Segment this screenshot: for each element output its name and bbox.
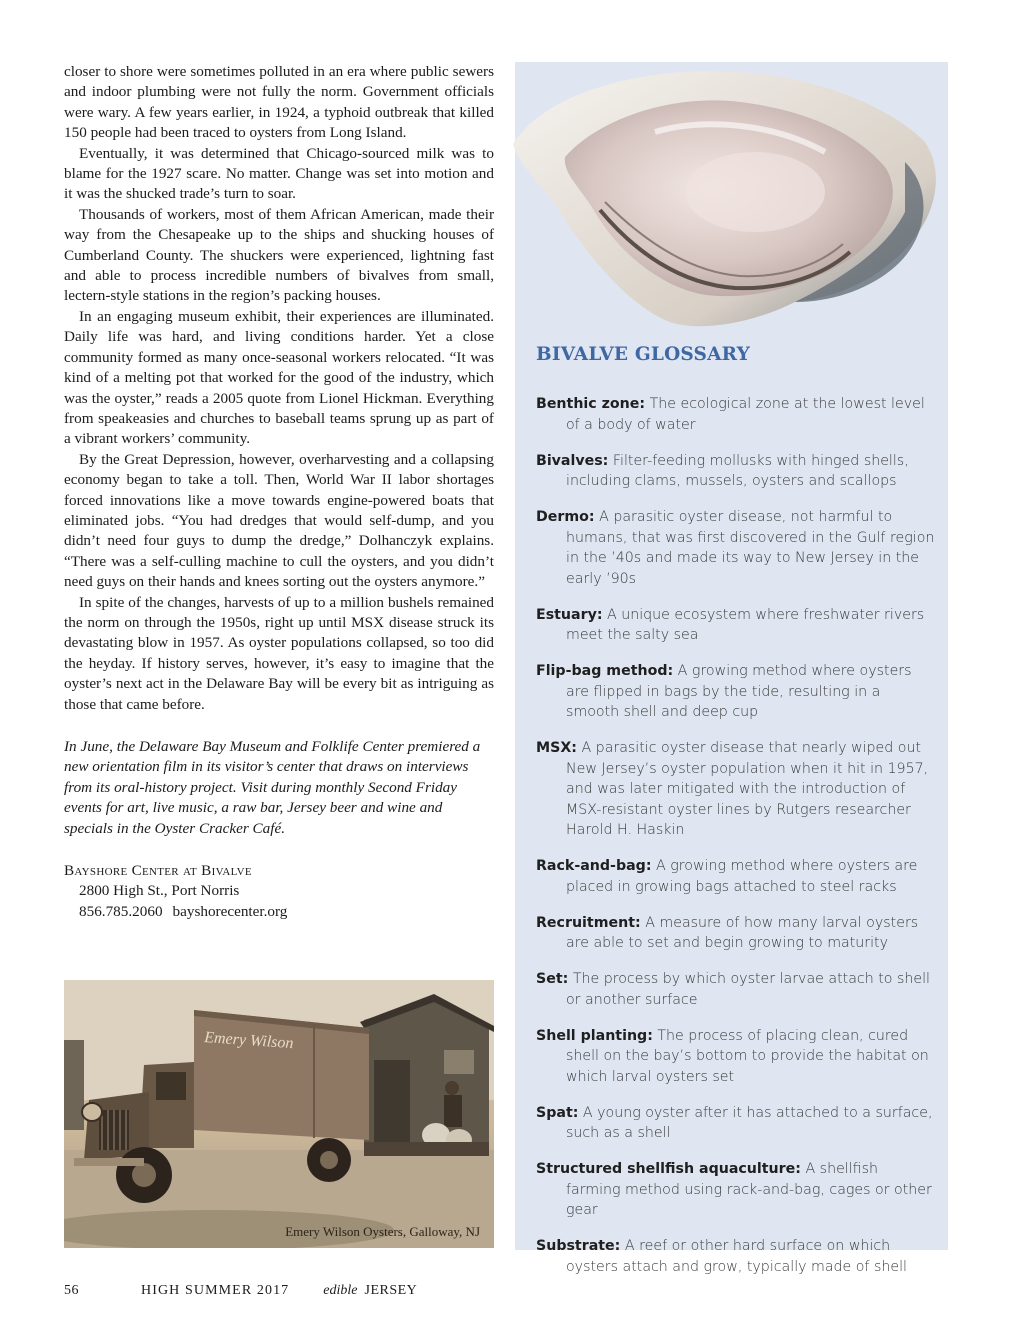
issue-label: HIGH SUMMER 2017 xyxy=(141,1283,290,1298)
truck-illustration xyxy=(64,980,494,1248)
glossary-term: Shell planting: xyxy=(536,1027,653,1044)
page-number: 56 xyxy=(64,1283,79,1298)
glossary-entry xyxy=(536,1159,936,1221)
glossary-entry xyxy=(536,1236,936,1277)
glossary-definition: A parasitic oyster disease, not harmful to humans, that was first discovered in the Gulf region in the ’40s and made its way to New Jersey in the early ’90s xyxy=(566,509,935,587)
page-footer xyxy=(64,1283,417,1299)
glossary-term: Dermo: xyxy=(536,509,595,525)
glossary-term: Flip-bag method: xyxy=(536,663,674,679)
glossary-term: Recruitment: xyxy=(536,914,641,931)
glossary-entry xyxy=(536,661,936,723)
article-paragraph: In spite of the changes, harvests of up to a million bushels remained the norm on through the 1950s, right up until MSX disease struck its devastating blow in 1957. As oyster populations collapsed, so too did the heyday. If history serves, however, it’s easy to imagine that the oyster’s next act in the Delaware Bay will be every bit as intriguing as those that came before. xyxy=(64,593,494,713)
glossary-term: Bivalves: xyxy=(536,452,609,469)
venue-phone: 856.785.2060 xyxy=(79,902,163,920)
article-paragraph: In an engaging museum exhibit, their experiences are illuminated. Daily life was hard, and living conditions harder. Yet a close community formed as many once-seasonal workers relocated. “It was kind of a melting pot that worked for the good of the industry, which was the oyster,” reads a 2005 quote from Lionel Hickman. Everything from speakeasies and churches to baseball teams sprung up as part of a vibrant workers’ community. xyxy=(64,307,494,448)
glossary-term: Rack-and-bag: xyxy=(536,858,652,874)
glossary-term: MSX: xyxy=(536,740,577,756)
glossary-definition: A parasitic oyster disease that nearly wiped out New Jersey’s oyster population when it hit in 1957, and was later mitigated with the introduction of MSX-resistant oyster lines by Rutgers researcher Harold H. Haskin xyxy=(566,740,929,838)
venue-website[interactable]: bayshorecenter.org xyxy=(172,902,288,920)
glossary-definition: A reef or other hard surface on which oysters attach and grow, typically made of shell xyxy=(566,1238,907,1275)
venue-info xyxy=(64,861,494,922)
publication-prefix: edible xyxy=(323,1283,358,1298)
glossary-title: BIVALVE GLOSSARY xyxy=(536,344,751,365)
glossary-term: Spat: xyxy=(536,1104,579,1121)
glossary-term: Benthic zone: xyxy=(536,396,646,412)
truck-sign: Emery Wilson xyxy=(203,1029,295,1053)
glossary-definition: The process by which oyster larvae attach to shell or another surface xyxy=(566,971,930,1008)
article-paragraph: By the Great Depression, however, overharvesting and a collapsing economy began to take a toll. Then, World War II labor shortages forced innovations like a move towards engine-powered boats that eliminated jobs. “You had dredges that would self-dump, and you didn’t need four guys to dump the dredge,” Dolhanczyk explains. “There was a self-culling machine to cull the oysters, and you didn’t need guys on their hands and knees sorting out the oysters anymore.” xyxy=(64,450,494,591)
photo-caption: Emery Wilson Oysters, Galloway, NJ xyxy=(285,1224,480,1239)
venue-name: Bayshore Center at Bivalve xyxy=(64,862,252,880)
glossary-definition: A unique ecosystem where freshwater rivers meet the salty sea xyxy=(566,606,925,643)
article-paragraph: Thousands of workers, most of them African American, made their way from the Chesapeake up to the ships and shucking houses of Cumberland County. The shuckers were experienced, lightning fast and able to process incredible numbers of bivalves from small, lectern-style stations in the region’s packing houses. xyxy=(64,205,494,305)
publication-name: JERSEY xyxy=(364,1283,418,1298)
venue-address: 2800 High St., Port Norris xyxy=(79,882,240,900)
truck-photo xyxy=(64,980,494,1248)
glossary-term: Set: xyxy=(536,971,569,987)
glossary-definition: A growing method where oysters are flipped in bags by the tide, resulting in a smooth shell and deep cup xyxy=(566,663,912,720)
glossary-entry xyxy=(536,507,936,589)
glossary-entry xyxy=(536,394,936,435)
article-paragraph: Eventually, it was determined that Chicago-sourced milk was to blame for the 1927 scare. No matter. Change was set into motion and it was the shucked trade’s turn to soar. xyxy=(64,144,494,203)
glossary-entry xyxy=(536,1103,936,1144)
glossary-definition: A growing method where oysters are placed in growing bags attached to steel racks xyxy=(566,858,918,895)
glossary-definition: The ecological zone at the lowest level of a body of water xyxy=(566,396,925,433)
glossary-definition: A measure of how many larval oysters are able to set and begin growing to maturity xyxy=(566,914,919,951)
article-body xyxy=(64,62,494,922)
glossary-term: Estuary: xyxy=(536,606,603,623)
glossary-definition: Filter-feeding mollusks with hinged shells, including clams, mussels, oysters and scallops xyxy=(566,452,909,489)
glossary-entry xyxy=(536,605,936,646)
oyster-photo xyxy=(505,62,945,342)
glossary-entry xyxy=(536,738,936,841)
glossary-entry xyxy=(536,1026,936,1088)
glossary-definition: The process of placing clean, cured shell on the bay’s bottom to provide the habitat on which larval oysters set xyxy=(566,1027,929,1085)
glossary-entry xyxy=(536,969,936,1010)
article-paragraph: closer to shore were sometimes polluted in an era where public sewers and indoor plumbing were not fully the norm. Government officials were wary. A few years earlier, in 1924, a typhoid outbreak that killed 150 people had been traced to oysters from Long Island. xyxy=(64,63,494,142)
glossary-definition: A young oyster after it has attached to a surface, such as a shell xyxy=(566,1104,933,1141)
glossary-entry xyxy=(536,856,936,897)
venue-contact xyxy=(64,902,494,922)
glossary-definition: A shellfish farming method using rack-and-bag, cages or other gear xyxy=(566,1161,932,1218)
glossary-entry xyxy=(536,913,936,954)
glossary-term: Substrate: xyxy=(536,1238,621,1254)
event-promo: In June, the Delaware Bay Museum and Folklife Center premiered a new orientation film in its visitor’s center that draws on interviews from its oral-history project. Visit during monthly Second Friday events for art, live music, a raw bar, Jersey beer and wine and specials in the Oyster Cracker Café. xyxy=(64,738,481,837)
glossary-entry xyxy=(536,451,936,492)
glossary-list xyxy=(536,394,936,1293)
glossary-term: Structured shellfish aquaculture: xyxy=(536,1161,801,1177)
